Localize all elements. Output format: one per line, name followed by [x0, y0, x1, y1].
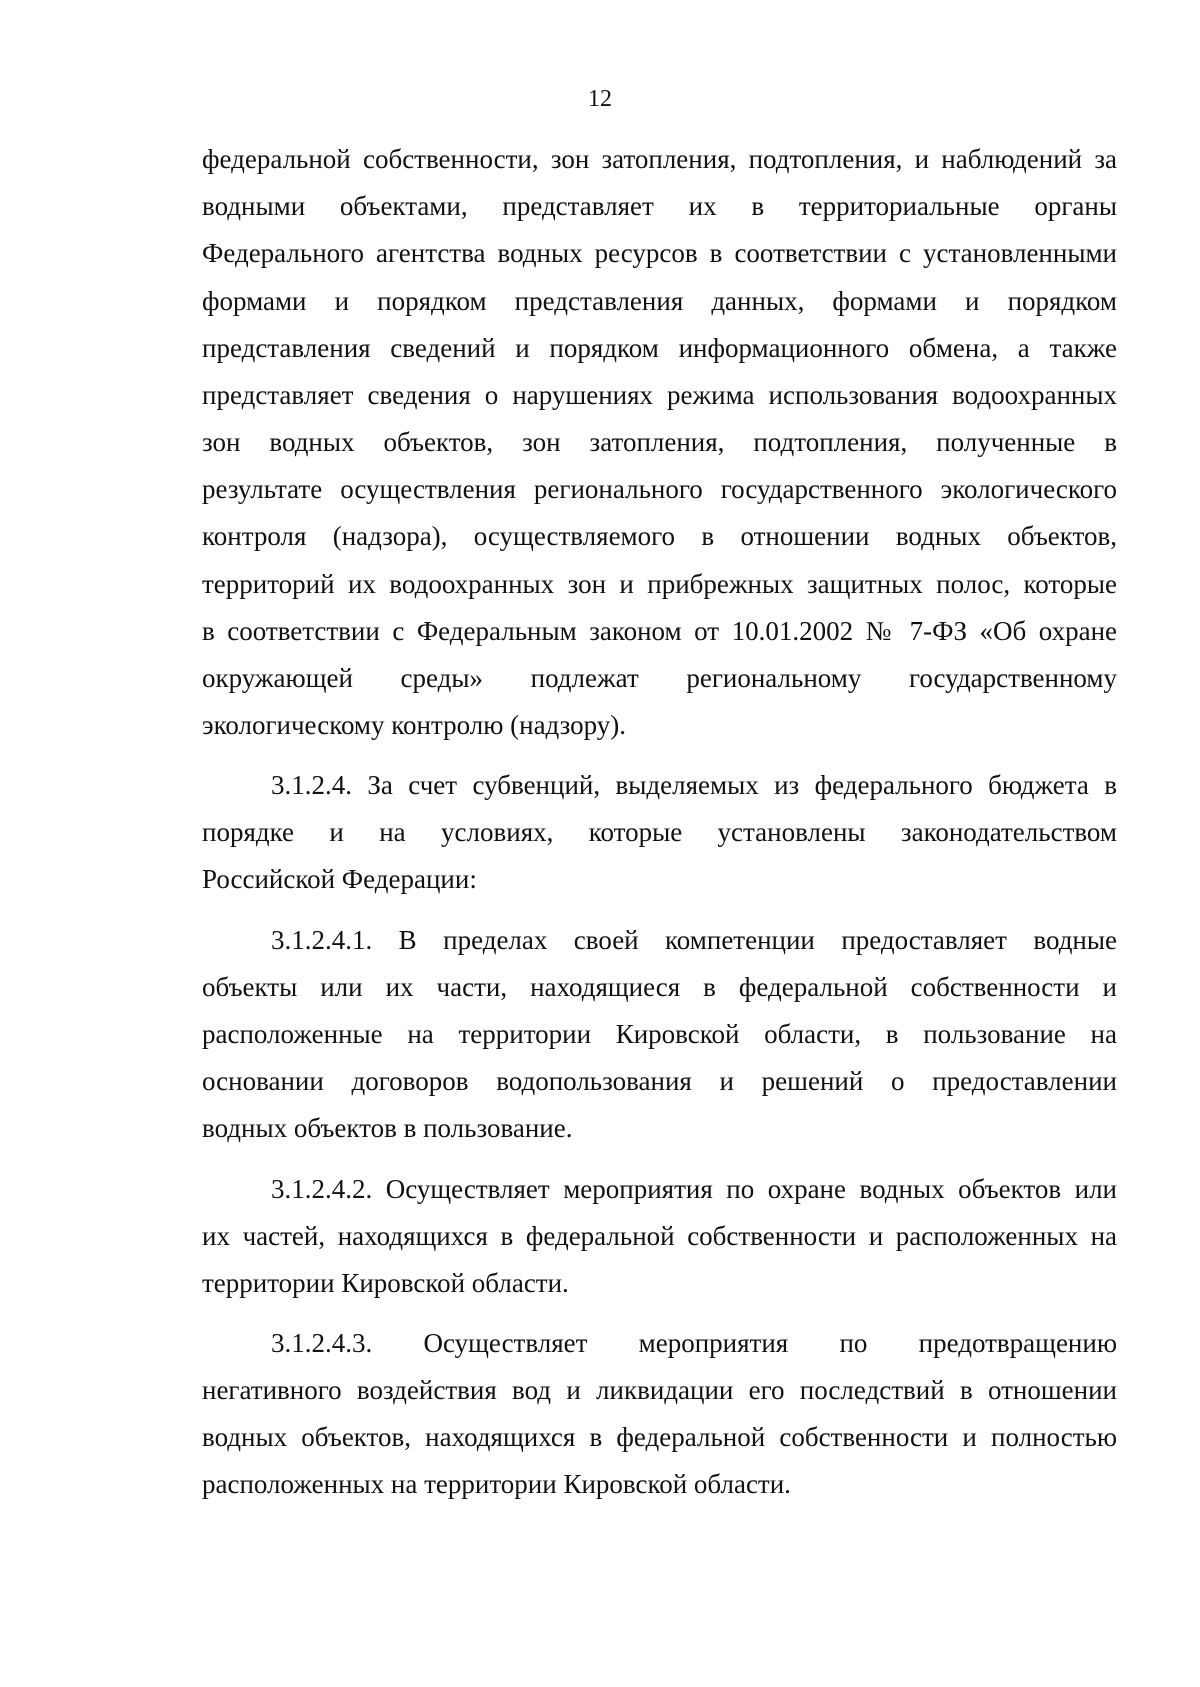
page-number: 12	[588, 86, 612, 112]
text-line: результате осуществления регионального государственного экологического	[202, 474, 1117, 504]
text-line: расположенные на территории Кировской области, в пользование на	[202, 1019, 1117, 1049]
paragraph-first-line: 3.1.2.4.3. Осуществляет мероприятия по предотвращению	[271, 1328, 1117, 1358]
text-line: территории Кировской области.	[202, 1268, 569, 1298]
text-line: основании договоров водопользования и решений о предоставлении	[202, 1066, 1117, 1096]
text-line: объекты или их части, находящиеся в федеральной собственности и	[202, 972, 1117, 1002]
text-line: Федерального агентства водных ресурсов в соответствии с установленными	[202, 238, 1117, 268]
text-line: в соответствии с Федеральным законом от 10.01.2002 № 7-ФЗ «Об охране	[202, 616, 1117, 646]
text-line: формами и порядком представления данных, формами и порядком	[202, 286, 1117, 316]
paragraph-first-line: 3.1.2.4.2. Осуществляет мероприятия по охране водных объектов или	[271, 1174, 1117, 1204]
paragraph-first-line: 3.1.2.4.1. В пределах своей компетенции предоставляет водные	[271, 925, 1117, 955]
text-line: территорий их водоохранных зон и прибрежных защитных полос, которые	[202, 569, 1117, 599]
text-line: федеральной собственности, зон затопления, подтопления, и наблюдений за	[202, 144, 1117, 174]
text-line: водных объектов в пользование.	[202, 1113, 573, 1143]
text-line: расположенных на территории Кировской области.	[202, 1469, 791, 1499]
text-line: контроля (надзора), осуществляемого в отношении водных объектов,	[202, 521, 1117, 551]
text-line: их частей, находящихся в федеральной собственности и расположенных на	[202, 1221, 1117, 1251]
text-line: зон водных объектов, зон затопления, подтопления, полученные в	[202, 427, 1117, 457]
text-line: негативного воздействия вод и ликвидации его последствий в отношении	[202, 1375, 1117, 1405]
text-line: окружающей среды» подлежат региональному государственному	[202, 663, 1117, 693]
text-line: водными объектами, представляет их в территориальные органы	[202, 191, 1117, 221]
text-line: представления сведений и порядком информационного обмена, а также	[202, 333, 1117, 363]
text-line: водных объектов, находящихся в федеральной собственности и полностью	[202, 1422, 1117, 1452]
text-line: Российской Федерации:	[202, 864, 477, 894]
text-line: порядке и на условиях, которые установлены законодательством	[202, 817, 1117, 847]
text-line: экологическому контролю (надзору).	[202, 710, 627, 740]
text-line: представляет сведения о нарушениях режима использования водоохранных	[202, 380, 1117, 410]
paragraph-first-line: 3.1.2.4. За счет субвенций, выделяемых из федерального бюджета в	[271, 770, 1117, 800]
